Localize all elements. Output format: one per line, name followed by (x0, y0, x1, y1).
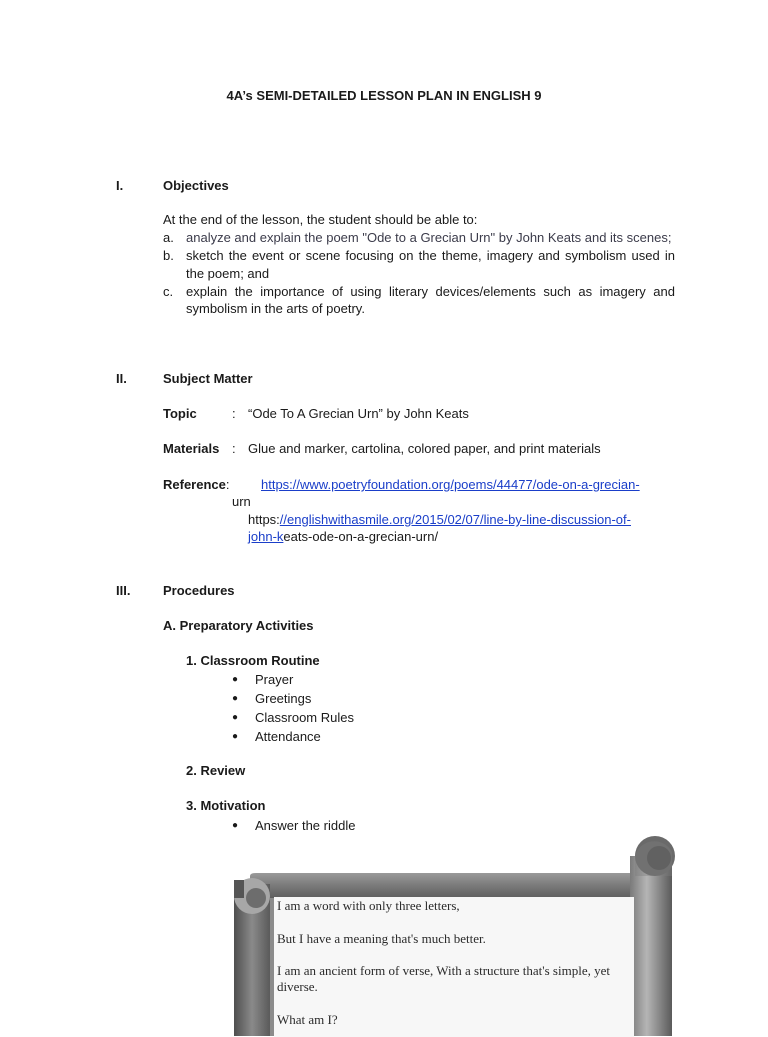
materials-value: Glue and marker, cartolina, colored paper, and print materials (248, 441, 601, 456)
preparatory-activities-heading: A. Preparatory Activities (163, 618, 314, 633)
list-item-text: Classroom Rules (255, 710, 354, 725)
objective-marker: b. (163, 248, 174, 263)
section-numeral-procedures: III. (116, 583, 131, 598)
bullet-icon: ● (232, 693, 239, 704)
reference-link-englishwithasmile-cont[interactable]: john-k (248, 529, 284, 544)
bullet-icon: ● (232, 712, 239, 723)
riddle-line: What am I? (277, 1011, 338, 1027)
materials-label: Materials (163, 441, 220, 456)
objective-text: sketch the event or scene focusing on the theme, imagery and symbolism used in the poem; and (186, 248, 675, 281)
objectives-list (163, 229, 675, 318)
list-item-text: Prayer (255, 672, 294, 687)
subject-matter-heading: Subject Matter (163, 371, 253, 386)
objective-text: analyze and explain the poem "Ode to a Grecian Urn" by John Keats and its scenes; (186, 230, 672, 245)
review-heading: 2. Review (186, 763, 246, 778)
objectives-intro: At the end of the lesson, the student should be able to: (163, 212, 478, 227)
bullet-icon: ● (232, 674, 239, 685)
reference-label: Reference (163, 477, 226, 492)
routine-list (232, 670, 354, 746)
reference-link-englishwithasmile[interactable]: //englishwithasmile.org/2015/02/07/line-by-line-discussion-of- (279, 512, 631, 527)
objective-text: explain the importance of using literary devices/elements such as imagery and symbolism in the arts of poetry. (186, 283, 675, 316)
list-item-text: Attendance (255, 729, 321, 744)
list-item-text: Greetings (255, 691, 312, 706)
reference-2-tail: eats-ode-on-a-grecian-urn/ (283, 529, 439, 544)
motivation-heading: 3. Motivation (186, 798, 266, 813)
list-item (232, 816, 355, 835)
reference-row (163, 477, 230, 492)
motivation-list (232, 816, 355, 835)
riddle-line: I am an ancient form of verse, With a structure that's simple, yet diverse. (277, 963, 610, 994)
bullet-icon: ● (232, 731, 239, 742)
section-numeral-subject-matter: II. (116, 371, 127, 386)
list-item (232, 708, 354, 727)
section-numeral-objectives: I. (116, 178, 124, 193)
list-item (232, 689, 354, 708)
topic-label: Topic (163, 406, 197, 421)
objective-item (163, 247, 675, 282)
riddle-line: But I have a meaning that's much better. (277, 930, 486, 946)
reference-link-poetryfoundation[interactable]: https://www.poetryfoundation.org/poems/44477/ode-on-a-grecian- (261, 477, 640, 492)
objective-marker: a. (163, 230, 174, 245)
objective-item (163, 229, 675, 247)
procedures-heading: Procedures (163, 583, 235, 598)
list-item-text: Answer the riddle (255, 818, 356, 833)
list-item (232, 670, 354, 689)
objective-marker: c. (163, 283, 174, 299)
reference-2-line-1 (248, 512, 631, 527)
riddle-box (274, 897, 634, 1037)
reference-separator: : (225, 477, 230, 492)
reference-2-prefix: https: (248, 512, 280, 527)
reference-link-continuation[interactable]: urn (232, 494, 251, 509)
topic-separator: : (232, 406, 236, 421)
objective-item (163, 283, 675, 318)
list-item (232, 727, 354, 746)
objectives-heading: Objectives (163, 178, 229, 193)
topic-value: “Ode To A Grecian Urn” by John Keats (248, 406, 469, 421)
reference-2-line-2 (248, 529, 438, 544)
riddle-line: I am a word with only three letters, (277, 898, 460, 913)
page-title: 4A’s SEMI-DETAILED LESSON PLAN IN ENGLISH 9 (226, 88, 542, 103)
classroom-routine-heading: 1. Classroom Routine (186, 653, 320, 668)
materials-separator: : (232, 441, 236, 456)
bullet-icon: ● (232, 820, 239, 831)
